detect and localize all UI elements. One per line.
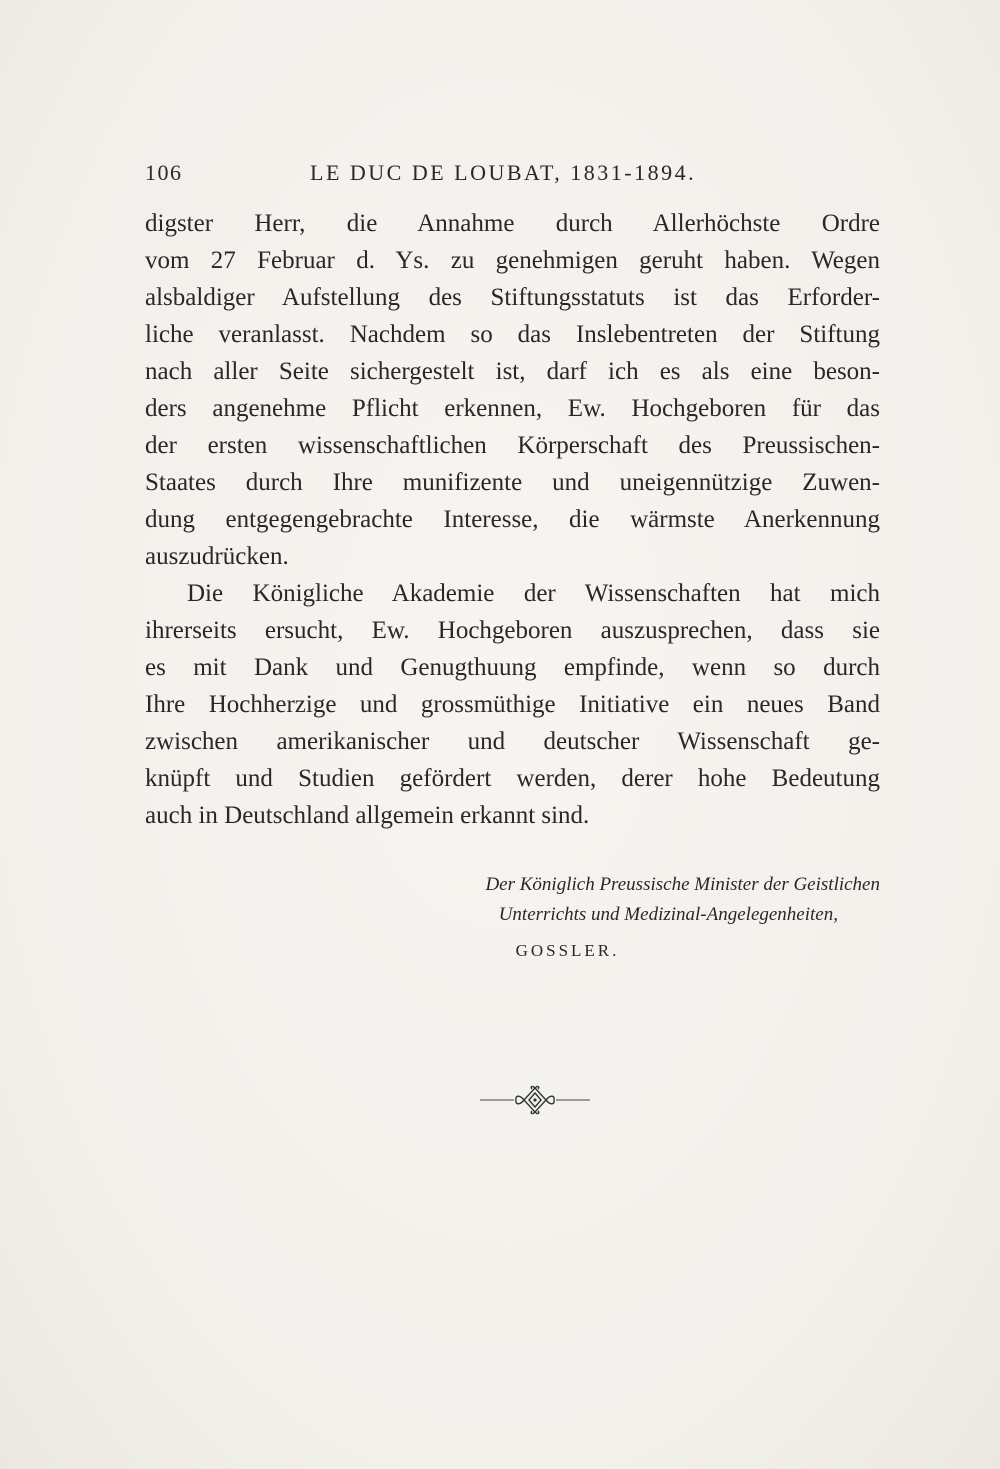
text-line: Staates durch Ihre munifizente und uneigennützige Zuwen- [145, 469, 880, 496]
text-line: auch in Deutschland allgemein erkannt sind. [145, 802, 590, 829]
fleuron-ornament-icon [470, 1084, 600, 1116]
running-header [145, 160, 880, 192]
signature-block [145, 870, 880, 966]
text-line: auszudrücken. [145, 543, 289, 570]
text-line: alsbaldiger Aufstellung des Stiftungsstatuts ist das Erforder- [145, 284, 880, 311]
text-line: ders angenehme Pflicht erkennen, Ew. Hochgeboren für das [145, 395, 880, 422]
text-line: digster Herr, die Annahme durch Allerhöchste Ordre [145, 210, 880, 237]
signatory-name: GOSSLER. [515, 941, 620, 960]
signatory-title-line-2: Unterrichts und Medizinal-Angelegenheiten, [498, 904, 838, 925]
text-line: es mit Dank und Genugthuung empfinde, wenn so durch [145, 654, 880, 681]
text-line: ihrerseits ersucht, Ew. Hochgeboren auszusprechen, dass sie [145, 617, 880, 644]
text-line: liche veranlasst. Nachdem so das Inslebentreten der Stiftung [145, 321, 880, 348]
letter-body [145, 205, 880, 834]
text-line: knüpft und Studien gefördert werden, derer hohe Bedeutung [145, 765, 880, 792]
signatory-title-line-1: Der Königlich Preussische Minister der Geistlichen [485, 874, 880, 895]
text-line: nach aller Seite sichergestelt ist, darf ich es als eine beson- [145, 358, 880, 385]
text-line: der ersten wissenschaftlichen Körperschaft des Preussischen- [145, 432, 880, 459]
page-number: 106 [145, 160, 183, 185]
text-line: Die Königliche Akademie der Wissenschaften hat mich [187, 580, 880, 607]
text-line: Ihre Hochherzige und grossmüthige Initiative ein neues Band [145, 691, 880, 718]
text-line: zwischen amerikanischer und deutscher Wissenschaft ge- [145, 728, 880, 755]
running-title: LE DUC DE LOUBAT, 1831-1894. [310, 160, 697, 185]
text-line: vom 27 Februar d. Ys. zu genehmigen geruht haben. Wegen [145, 247, 880, 274]
text-line: dung entgegengebrachte Interesse, die wärmste Anerkennung [145, 506, 880, 533]
